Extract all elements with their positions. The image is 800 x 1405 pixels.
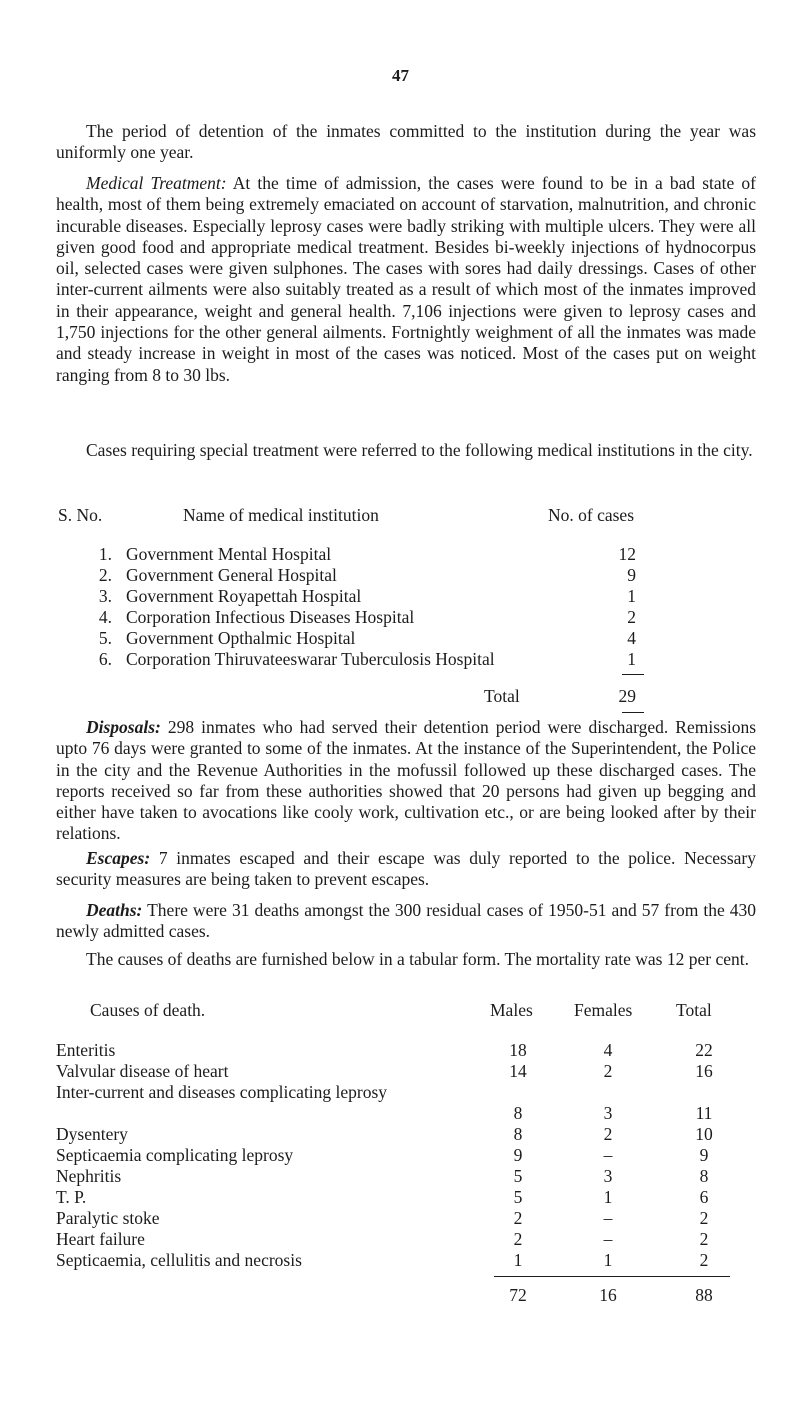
causes-total-females: 16 [599, 1285, 617, 1305]
institution-sno: 4. [98, 607, 112, 627]
disposals-paragraph [56, 717, 756, 845]
cause-males: 2 [513, 1208, 523, 1228]
institution-row [0, 544, 800, 565]
institution-sno: 6. [98, 649, 112, 669]
total-rule-top [622, 674, 644, 675]
cause-females: 2 [603, 1061, 613, 1081]
cause-name: Paralytic stoke [56, 1208, 160, 1228]
cause-name [56, 1082, 436, 1103]
institution-name: Government General Hospital [126, 565, 337, 585]
escapes-paragraph [56, 848, 756, 891]
institutions-total-value: 29 [618, 686, 636, 706]
cause-females: 1 [603, 1250, 613, 1270]
institution-name: Government Opthalmic Hospital [126, 628, 356, 648]
institution-row [0, 628, 800, 649]
cause-males: 8 [513, 1124, 523, 1144]
cause-females: – [603, 1145, 613, 1165]
cause-total: 16 [695, 1061, 713, 1081]
cause-females: – [603, 1229, 613, 1249]
page-number: 47 [392, 66, 409, 85]
cause-total: 10 [695, 1124, 713, 1144]
intro-paragraph: The period of detention of the inmates committed to the institution during the year was uniformly one year. [56, 121, 756, 163]
disposals-label: Disposals: [86, 717, 161, 737]
causes-header-total: Total [676, 1000, 712, 1020]
cause-total: 8 [699, 1166, 709, 1186]
institution-count: 4 [627, 628, 636, 648]
causes-header-cause: Causes of death. [90, 1000, 206, 1020]
institutions-header-sno: S. No. [58, 505, 103, 525]
institution-name: Government Royapettah Hospital [126, 586, 362, 606]
disposals-text: 298 inmates who had served their detention period were discharged. Remissions upto 76 days were granted to some of the inmates. At the instance of the Superintendent, the Police in the city and the Revenue Authorities in the mofussil followed up these discharged cases. The reports received so far from these authorities showed that 20 persons had given up begging and either have taken to avocations like cooly work, cultivation etc., or are being looked after by their relations. [56, 717, 756, 844]
institutions-total-row [0, 686, 800, 707]
cause-males: 2 [513, 1229, 523, 1249]
cause-males: 5 [513, 1166, 523, 1186]
institution-row [0, 607, 800, 628]
causes-header-females: Females [574, 1000, 633, 1020]
medical-treatment-text: At the time of admission, the cases were found to be in a bad state of health, most of them being extremely emaciated on account of starvation, malnutrition, and chronic incurable diseases. Especially leprosy cases were badly striking with multiple ulcers. They were all given good food and appropriate medical treatment. Besides bi-weekly injections of hydnocorpus oil, selected cases were given sulphones. The cases with sores had daily dressings. Cases of other inter-current ailments were also suitably treated as a result of which most of the inmates improved in their appearance, weight and general health. 7,106 injections were given to leprosy cases and 1,750 injections for the other general ailments. Fortnightly weighment of all the inmates was made and steady increase in weight in most of the cases was noticed. Most of the cases put on weight ranging from 8 to 30 lbs. [56, 173, 756, 385]
cause-males: 5 [513, 1187, 523, 1207]
escapes-text: 7 inmates escaped and their escape was duly reported to the police. Necessary security measures are being taken to prevent escapes. [56, 848, 757, 890]
institution-count: 2 [627, 607, 636, 627]
cause-females: 1 [603, 1187, 613, 1207]
deaths-text: There were 31 deaths amongst the 300 residual cases of 1950-51 and 57 from the 430 newly admitted cases. [56, 900, 756, 942]
cause-total: 11 [695, 1103, 713, 1123]
cause-name: Heart failure [56, 1229, 145, 1249]
institution-name: Corporation Thiruvateeswarar Tuberculosis Hospital [126, 649, 495, 669]
causes-total-males: 72 [509, 1285, 527, 1305]
institution-sno: 3. [98, 586, 112, 606]
deaths-paragraph [56, 900, 756, 943]
institution-row [0, 586, 800, 607]
cause-females: – [603, 1208, 613, 1228]
cause-name: Dysentery [56, 1124, 128, 1144]
institutions-header-count: No. of cases [548, 505, 635, 525]
cause-males: 1 [513, 1250, 523, 1270]
cause-females: 4 [603, 1040, 613, 1060]
cause-name-text: Inter-current and diseases complicating leprosy [56, 1082, 388, 1102]
cause-males: 8 [513, 1103, 523, 1123]
referral-paragraph: Cases requiring special treatment were referred to the following medical institutions in the city. [86, 440, 753, 460]
institution-count: 1 [627, 649, 636, 669]
cause-total: 2 [699, 1250, 709, 1270]
institution-row [0, 565, 800, 586]
institution-name: Government Mental Hospital [126, 544, 332, 564]
deaths-label: Deaths: [86, 900, 143, 920]
cause-males: 18 [509, 1040, 527, 1060]
institution-row [0, 649, 800, 670]
cause-males: 14 [509, 1061, 527, 1081]
total-rule-bottom [622, 712, 644, 713]
cause-females: 3 [603, 1166, 613, 1186]
institution-count: 9 [627, 565, 636, 585]
institution-sno: 5. [98, 628, 112, 648]
cause-name: T. P. [56, 1187, 87, 1207]
cause-name: Nephritis [56, 1166, 122, 1186]
causes-intro-paragraph: The causes of deaths are furnished below in a tabular form. The mortality rate was 12 per cent. [86, 949, 749, 969]
institutions-header-name: Name of medical institution [183, 505, 379, 525]
cause-total: 2 [699, 1208, 709, 1228]
causes-total-total: 88 [695, 1285, 713, 1305]
cause-name: Septicaemia, cellulitis and necrosis [56, 1250, 302, 1270]
cause-total: 22 [695, 1040, 713, 1060]
cause-name: Valvular disease of heart [56, 1061, 229, 1081]
cause-males: 9 [513, 1145, 523, 1165]
institution-sno: 1. [98, 544, 112, 564]
cause-name: Enteritis [56, 1040, 116, 1060]
cause-total: 6 [699, 1187, 709, 1207]
cause-total: 2 [699, 1229, 709, 1249]
institution-sno: 2. [98, 565, 112, 585]
medical-treatment-paragraph [56, 173, 756, 386]
causes-total-rule [494, 1276, 730, 1277]
cause-total: 9 [699, 1145, 709, 1165]
causes-header-males: Males [490, 1000, 533, 1020]
institution-count: 1 [627, 586, 636, 606]
escapes-label: Escapes: [86, 848, 151, 868]
medical-treatment-label: Medical Treatment: [86, 173, 227, 193]
institution-count: 12 [618, 544, 636, 564]
cause-females: 3 [603, 1103, 613, 1123]
cause-name: Septicaemia complicating leprosy [56, 1145, 294, 1165]
institution-name: Corporation Infectious Diseases Hospital [126, 607, 415, 627]
cause-females: 2 [603, 1124, 613, 1144]
institutions-total-label: Total [484, 686, 520, 706]
